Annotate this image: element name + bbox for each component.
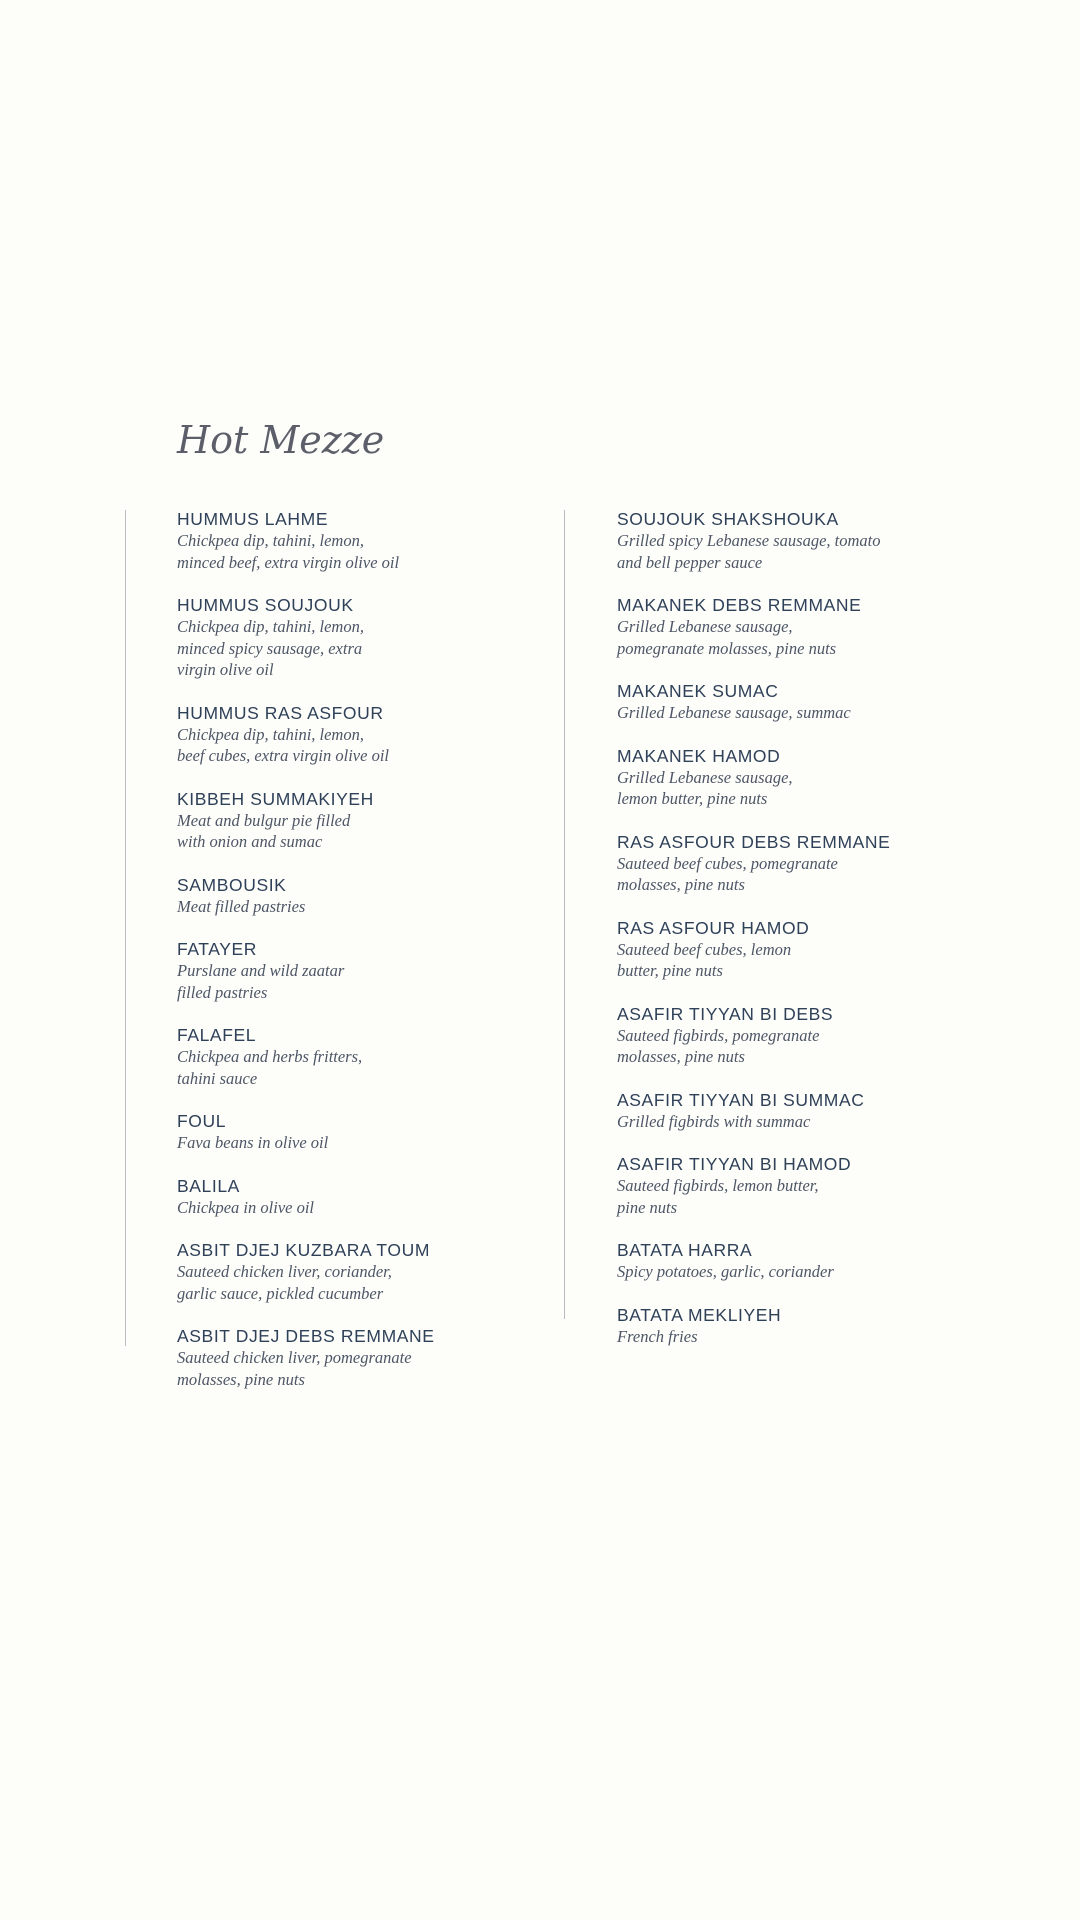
menu-item-name: HUMMUS SOUJOUK bbox=[177, 595, 354, 615]
menu-item-name: SAMBOUSIK bbox=[177, 874, 287, 895]
menu-item-description: Grilled figbirds with summac bbox=[617, 1111, 811, 1131]
menu-item bbox=[617, 1239, 917, 1283]
menu-item-description: Chickpea in olive oil bbox=[177, 1197, 315, 1217]
menu-item-name: RAS ASFOUR DEBS REMMANE bbox=[617, 831, 891, 852]
menu-item-description: Grilled Lebanese sausage, summac bbox=[617, 703, 851, 722]
menu-item-description: Sauteed beef cubes, pomegranate molasses, pine nuts bbox=[617, 853, 838, 894]
left-divider bbox=[125, 510, 126, 1346]
menu-item-name: FALAFEL bbox=[177, 1025, 257, 1045]
menu-column-right bbox=[617, 508, 917, 1368]
menu-item-description: Chickpea dip, tahini, lemon, minced beef, extra virgin olive oil bbox=[177, 531, 400, 572]
menu-item bbox=[177, 1175, 477, 1219]
menu-item-name: MAKANEK HAMOD bbox=[617, 745, 781, 766]
menu-item-description: Sauteed chicken liver, pomegranate molasses, pine nuts bbox=[177, 1348, 412, 1389]
menu-item-name: RAS ASFOUR HAMOD bbox=[617, 917, 810, 938]
menu-item-description: Meat and bulgur pie filled with onion and sumac bbox=[177, 810, 351, 851]
menu-item bbox=[617, 1089, 917, 1133]
menu-item bbox=[617, 831, 917, 896]
menu-item-name: FATAYER bbox=[177, 939, 258, 959]
menu-item-name: HUMMUS RAS ASFOUR bbox=[177, 702, 384, 723]
menu-item-name: ASBIT DJEJ KUZBARA TOUM bbox=[177, 1240, 431, 1260]
menu-item bbox=[177, 874, 477, 918]
menu-item bbox=[177, 594, 477, 681]
menu-item-name: MAKANEK SUMAC bbox=[617, 681, 779, 701]
menu-item bbox=[177, 702, 477, 767]
menu-item-name: BATATA MEKLIYEH bbox=[617, 1304, 782, 1325]
menu-column-left bbox=[177, 508, 477, 1411]
menu-item bbox=[177, 1325, 477, 1390]
menu-item-description: French fries bbox=[617, 1326, 698, 1346]
menu-item bbox=[617, 1304, 917, 1348]
menu-item-name: SOUJOUK SHAKSHOUKA bbox=[617, 509, 839, 529]
menu-item-name: ASAFIR TIYYAN BI SUMMAC bbox=[617, 1089, 865, 1110]
center-divider bbox=[564, 510, 565, 1319]
menu-item-description: Meat filled pastries bbox=[177, 896, 306, 916]
menu-item bbox=[177, 938, 477, 1003]
menu-item-description: Spicy potatoes, garlic, coriander bbox=[617, 1262, 834, 1281]
menu-item-description: Grilled spicy Lebanese sausage, tomato and bell pepper sauce bbox=[617, 531, 881, 572]
menu-item-name: BATATA HARRA bbox=[617, 1240, 753, 1260]
menu-item-name: ASAFIR TIYYAN BI DEBS bbox=[617, 1003, 834, 1024]
menu-item-description: Sauteed beef cubes, lemon butter, pine nuts bbox=[617, 939, 792, 980]
menu-item bbox=[177, 1024, 477, 1089]
menu-item bbox=[617, 745, 917, 810]
menu-item-description: Chickpea dip, tahini, lemon, beef cubes, extra virgin olive oil bbox=[177, 724, 389, 765]
menu-item-name: MAKANEK DEBS REMMANE bbox=[617, 595, 862, 615]
menu-item bbox=[617, 917, 917, 982]
menu-item-name: FOUL bbox=[177, 1111, 227, 1131]
menu-item bbox=[617, 1003, 917, 1068]
page-title: Hot Mezze bbox=[177, 418, 385, 462]
menu-item bbox=[177, 508, 477, 573]
menu-item bbox=[177, 788, 477, 853]
menu-item bbox=[617, 680, 917, 724]
menu-item bbox=[617, 508, 917, 573]
menu-item-description: Purslane and wild zaatar filled pastries bbox=[177, 961, 345, 1002]
menu-item-description: Sauteed figbirds, pomegranate molasses, pine nuts bbox=[617, 1025, 820, 1066]
menu-item-name: ASBIT DJEJ DEBS REMMANE bbox=[177, 1326, 435, 1346]
menu-item-description: Fava beans in olive oil bbox=[177, 1133, 329, 1152]
menu-item-name: KIBBEH SUMMAKIYEH bbox=[177, 788, 374, 809]
menu-item-description: Chickpea and herbs fritters, tahini sauce bbox=[177, 1047, 363, 1088]
menu-item-description: Grilled Lebanese sausage, lemon butter, pine nuts bbox=[617, 767, 793, 808]
menu-item-name: ASAFIR TIYYAN BI HAMOD bbox=[617, 1154, 852, 1174]
menu-item bbox=[617, 594, 917, 659]
menu-item bbox=[177, 1110, 477, 1154]
menu-item-description: Sauteed figbirds, lemon butter, pine nuts bbox=[617, 1176, 819, 1217]
menu-item bbox=[177, 1239, 477, 1304]
menu-item-name: HUMMUS LAHME bbox=[177, 509, 329, 529]
menu-item-name: BALILA bbox=[177, 1175, 240, 1196]
menu-item bbox=[617, 1153, 917, 1218]
menu-item-description: Grilled Lebanese sausage, pomegranate molasses, pine nuts bbox=[617, 617, 837, 658]
menu-item-description: Sauteed chicken liver, coriander, garlic sauce, pickled cucumber bbox=[177, 1262, 392, 1303]
menu-item-description: Chickpea dip, tahini, lemon, minced spicy sausage, extra virgin olive oil bbox=[177, 617, 364, 679]
